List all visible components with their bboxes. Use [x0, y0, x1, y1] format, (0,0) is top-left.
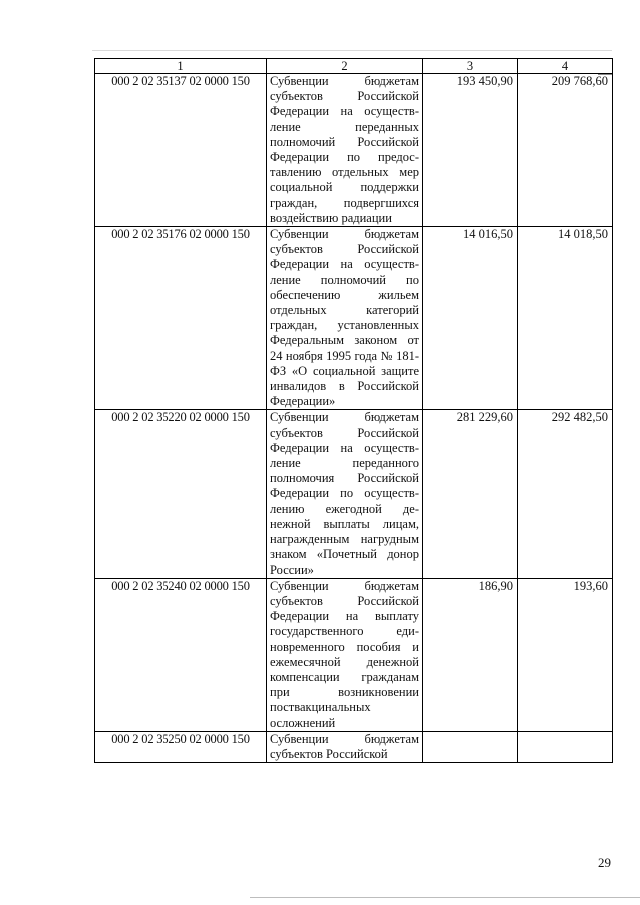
scan-artifact-bottom-line: [250, 897, 640, 898]
budget-item-name: Субвенции бюджетам субъектов Российской Федерации на осуществление переданных полномочий Российской Федерации по предоставлению отдельных мер социальной поддержки граждан, подвергшихся воздействию радиации: [267, 74, 423, 227]
amount-col-3: [423, 227, 518, 410]
scan-artifact-line: [92, 50, 612, 51]
amount-value: 281 229,60: [456, 410, 513, 425]
amount-value: 193,60: [573, 578, 608, 593]
header-col-3: 3: [423, 59, 518, 74]
amount-value: 186,90: [478, 578, 513, 593]
amount-col-4: [518, 74, 613, 227]
table-row: [95, 410, 613, 578]
amount-value: 14 016,50: [463, 227, 513, 242]
budget-code: 000 2 02 35137 02 0000 150: [95, 74, 267, 227]
table-row: [95, 227, 613, 410]
budget-code: 000 2 02 35220 02 0000 150: [95, 410, 267, 578]
budget-item-name: Субвенции бюджетам субъектов Российской Федерации на осуществление переданного полномочия Российской Федерации по осуществлению ежегодной денежной выплаты лицам, награжденным нагрудным знаком «Почетный донор России»: [267, 410, 423, 578]
table-row: [95, 578, 613, 731]
budget-code: 000 2 02 35250 02 0000 150: [95, 731, 267, 762]
amount-value: 209 768,60: [551, 74, 608, 88]
amount-col-4: [518, 731, 613, 762]
budget-item-name: Субвенции бюджетам субъектов Российской Федерации на выплату государственного единовременного пособия и ежемесячной денежной компенсации гражданам при возникновении поствакцинальных осложнений: [267, 578, 423, 731]
header-col-1: 1: [95, 59, 267, 74]
amount-col-3: [423, 74, 518, 227]
budget-table: [94, 58, 613, 763]
amount-col-4: [518, 578, 613, 731]
amount-col-4: [518, 410, 613, 578]
amount-value: 193 450,90: [456, 74, 513, 88]
amount-col-3: [423, 731, 518, 762]
page-number: 29: [598, 855, 611, 870]
budget-item-name: Субвенции бюджетам субъектов Российской Федерации на осуществление полномочий по обеспечению жильем отдельных категорий граждан, установленных Федеральным законом от 24 ноября 1995 года № 181-ФЗ «О социальной защите инвалидов в Российской Федерации»: [267, 227, 423, 410]
amount-value: 292 482,50: [551, 410, 608, 425]
amount-col-4: [518, 227, 613, 410]
amount-col-3: [423, 410, 518, 578]
header-col-4: 4: [518, 59, 613, 74]
table-row: [95, 74, 613, 227]
budget-item-name: Субвенции бюджетам субъектов Российской: [267, 731, 423, 762]
budget-code: 000 2 02 35240 02 0000 150: [95, 578, 267, 731]
amount-value: 14 018,50: [558, 227, 608, 242]
header-col-2: 2: [267, 59, 423, 74]
budget-code: 000 2 02 35176 02 0000 150: [95, 227, 267, 410]
amount-col-3: [423, 578, 518, 731]
table-header-row: [95, 59, 613, 74]
table-row: [95, 731, 613, 762]
